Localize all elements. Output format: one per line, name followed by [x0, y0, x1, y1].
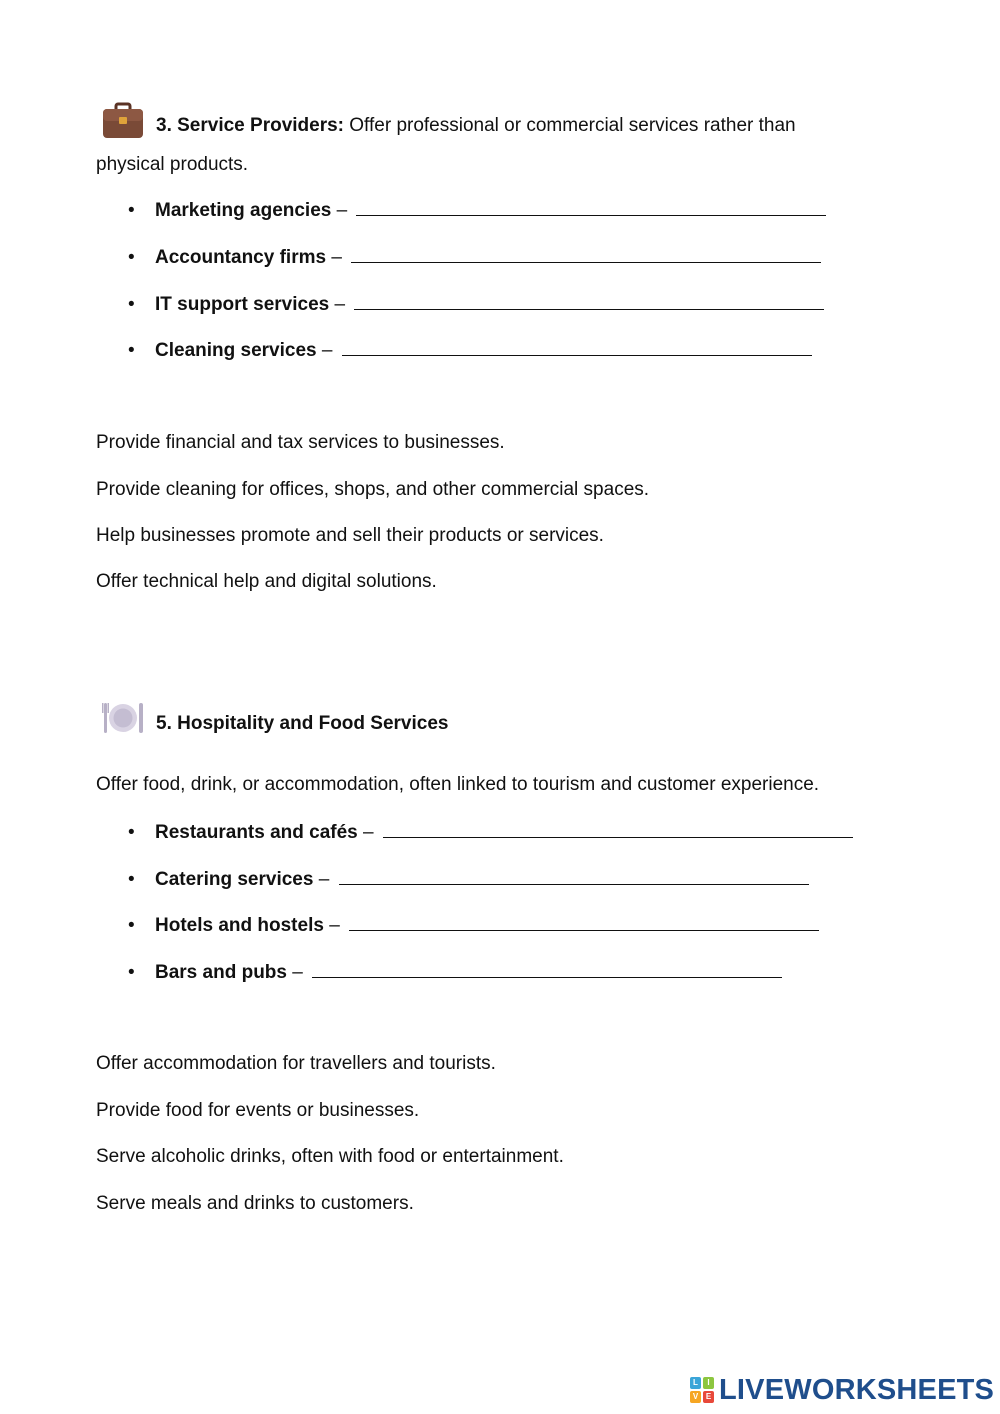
bullet-icon: •	[128, 822, 135, 843]
item-dash: –	[329, 294, 351, 315]
answer-blank[interactable]	[356, 197, 826, 216]
answer-blank[interactable]	[342, 337, 812, 356]
answer-blank[interactable]	[354, 291, 824, 310]
logo-blocks-icon: L I V E	[690, 1376, 716, 1404]
section3-heading-bold: 3. Service Providers:	[156, 115, 344, 136]
list-item	[128, 244, 821, 270]
bullet-icon: •	[128, 869, 135, 890]
answer-blank[interactable]	[383, 819, 853, 838]
answer-blank[interactable]	[339, 866, 809, 885]
section3-heading-continuation: physical products.	[96, 154, 249, 175]
item-dash: –	[313, 869, 335, 890]
definition-text: Offer accommodation for travellers and tourists.	[96, 1053, 496, 1074]
item-label: Restaurants and cafés	[155, 822, 358, 843]
definition-text: Offer technical help and digital solutions.	[96, 571, 437, 592]
section3-heading	[156, 114, 796, 138]
item-dash: –	[357, 822, 379, 843]
list-item	[128, 819, 853, 845]
item-dash: –	[331, 200, 353, 221]
definition-text: Provide financial and tax services to businesses.	[96, 432, 505, 453]
bullet-icon: •	[128, 915, 135, 936]
item-label: Catering services	[155, 869, 314, 890]
plate-cutlery-icon	[101, 700, 145, 736]
bullet-icon: •	[128, 247, 135, 268]
list-item	[128, 197, 826, 223]
bullet-icon: •	[128, 340, 135, 361]
item-label: Bars and pubs	[155, 962, 287, 983]
bullet-icon: •	[128, 294, 135, 315]
item-label: Marketing agencies	[155, 200, 332, 221]
logo-text: LIVEWORKSHEETS	[719, 1373, 995, 1406]
item-label: Accountancy firms	[155, 247, 327, 268]
list-item	[128, 912, 819, 938]
bullet-icon: •	[128, 962, 135, 983]
answer-blank[interactable]	[349, 912, 819, 931]
list-item	[128, 959, 782, 985]
section3-heading-rest: Offer professional or commercial services rather than	[344, 115, 796, 136]
item-dash: –	[323, 915, 346, 936]
item-dash: –	[316, 340, 338, 361]
bullet-icon: •	[128, 200, 135, 221]
liveworksheets-logo	[690, 1372, 994, 1408]
list-item	[128, 866, 809, 892]
item-label: Cleaning services	[155, 340, 317, 361]
item-dash: –	[286, 962, 309, 983]
list-item	[128, 291, 824, 317]
list-item	[128, 337, 812, 363]
answer-blank[interactable]	[351, 244, 821, 263]
item-label: Hotels and hostels	[155, 915, 324, 936]
definition-text: Serve alcoholic drinks, often with food or entertainment.	[96, 1146, 564, 1167]
answer-blank[interactable]	[312, 959, 782, 978]
definition-text: Help businesses promote and sell their products or services.	[96, 525, 604, 546]
definition-text: Provide cleaning for offices, shops, and other commercial spaces.	[96, 479, 650, 500]
definition-text: Serve meals and drinks to customers.	[96, 1193, 414, 1214]
section5-intro: Offer food, drink, or accommodation, often linked to tourism and customer experience.	[96, 774, 820, 795]
item-label: IT support services	[155, 294, 330, 315]
definition-text: Provide food for events or businesses.	[96, 1100, 420, 1121]
section5-heading: 5. Hospitality and Food Services	[156, 713, 449, 734]
item-dash: –	[326, 247, 348, 268]
briefcase-icon	[101, 102, 145, 140]
